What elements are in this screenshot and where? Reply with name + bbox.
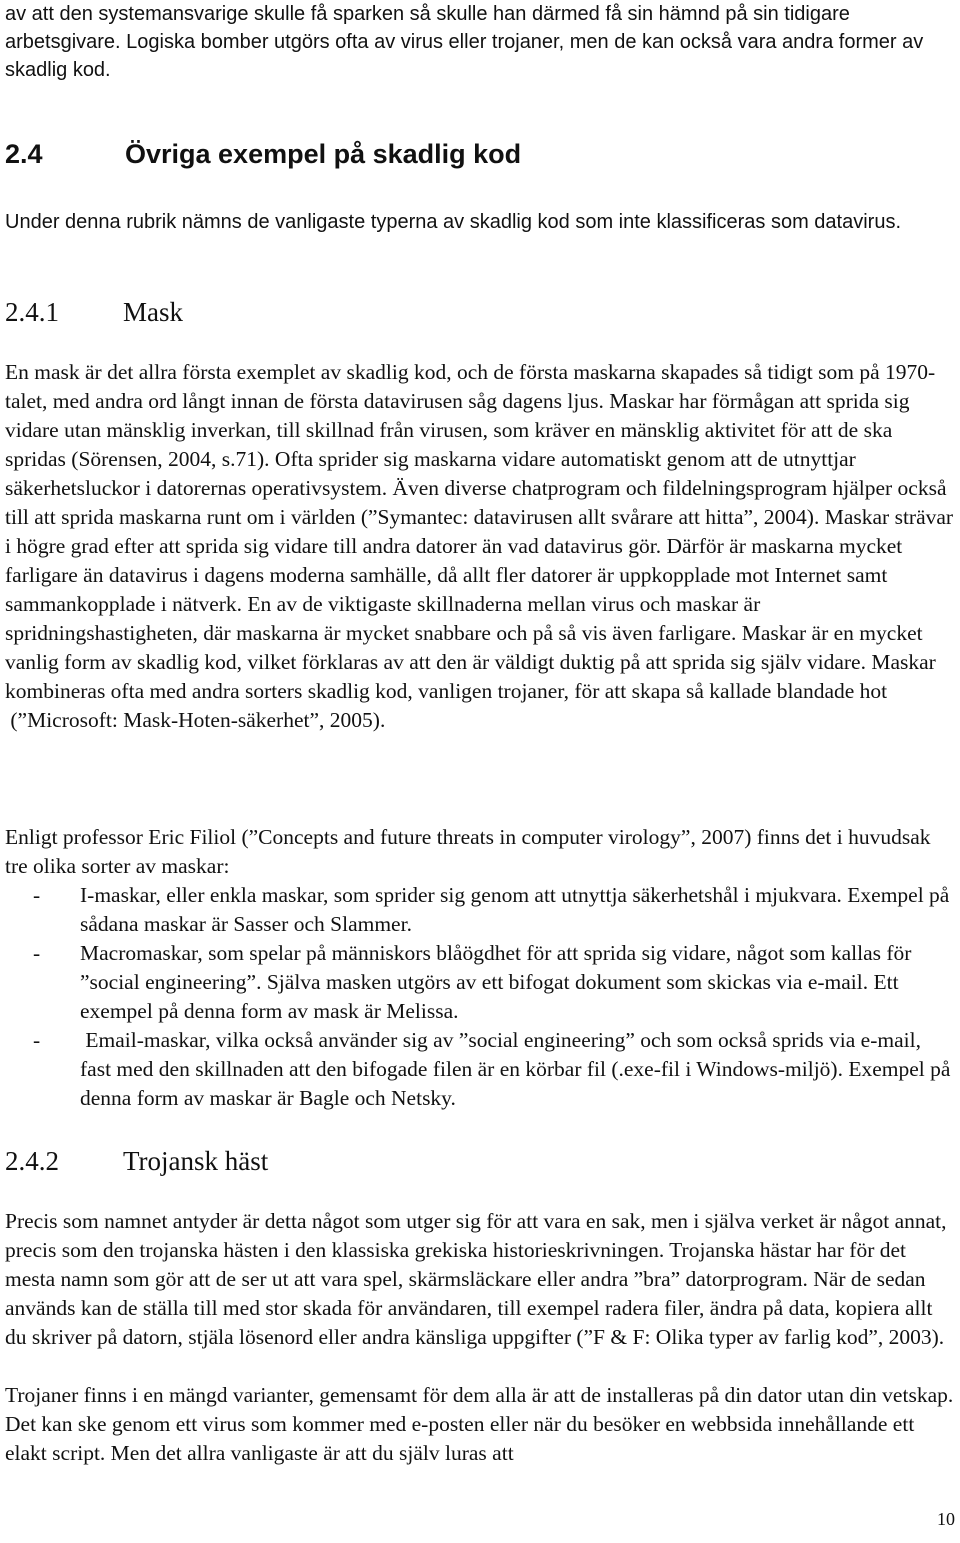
section-number: 2.4 <box>5 139 43 169</box>
subsection-heading-trojan <box>5 1144 268 1178</box>
list-item <box>5 881 955 939</box>
list-item-text: I-maskar, eller enkla maskar, som sprider sig genom att utnyttja säkerhetshål i mjukvara. Exempel på sådana maskar är Sasser och Slammer. <box>80 883 950 936</box>
subsection-heading-mask <box>5 295 183 329</box>
subsection-number: 2.4.1 <box>5 297 59 327</box>
section-title: Övriga exempel på skadlig kod <box>125 139 522 169</box>
list-item <box>5 1026 955 1113</box>
intro-paragraph: av att den systemansvarige skulle få sparken så skulle han därmed få sin hämnd på sin tidigare arbetsgivare. Logiska bomber utgörs ofta av virus eller trojaner, men de kan också vara andra former av skadlig kod. <box>5 3 924 81</box>
trojan-paragraph-2: Trojaner finns i en mängd varianter, gemensamt för dem alla är att de installeras på din dator utan din vetskap. Det kan ske genom ett virus som kommer med e-posten eller när du besöker en webbsida innehållande ett elakt script. Men det allra vanligaste är att du själv luras att <box>5 1383 954 1465</box>
section-heading <box>5 137 521 171</box>
mask-paragraph-2: Enligt professor Eric Filiol (”Concepts and future threats in computer virology”, 2007) finns det i huvudsak tre olika sorter av maskar: <box>5 825 931 878</box>
mask-paragraph-1 <box>5 358 955 735</box>
mask-paragraph-1-text: En mask är det allra första exemplet av skadlig kod, och de första maskarna skapades så tidigt som på 1970-talet, med andra ord långt innan de första datavirusen såg dagens ljus. Maskar har förmågan att sprida sig vidare utan mänsklig inverkan, till skillnad från virusen, som kräver en mänsklig aktivitet för att de ska spridas (Sörensen, 2004, s.71). Ofta sprider sig maskarna vidare automatiskt genom att de utnyttjar säkerhetsluckor i datorernas operativsystem. Även diverse chatprogram och fildelningsprogram hjälper också till att sprida maskarna runt om i världen (”Symantec: datavirusen allt svårare att hitta”, 2004). Maskar strävar i högre grad efter att sprida sig vidare till andra datorer än vad datavirus gör. Därför är maskarna mycket farligare än datavirus i dagens moderna samhälle, då allt fler datorer är uppkopplade mot Internet samt sammankopplade i nätverk. En av de viktigaste skillnaderna mellan virus och maskar är spridningshastigheten, där maskarna är mycket snabbare och på så vis även farligare. Maskar är en mycket vanlig form av skadlig kod, vilket förklaras av att den är väldigt duktig på att sprida sig själv vidare. Maskar kombineras ofta med andra sorters skadlig kod, vanligen trojaner, för att skapa så kallade blandade hot <box>5 360 954 703</box>
mask-paragraph-1-tail: (”Microsoft: Mask-Hoten-säkerhet”, 2005). <box>5 708 386 732</box>
list-dash: - <box>33 941 41 965</box>
worm-types-list <box>5 881 955 1113</box>
section-intro: Under denna rubrik nämns de vanligaste typerna av skadlig kod som inte klassificeras som datavirus. <box>5 211 901 233</box>
list-dash: - <box>33 1028 41 1052</box>
list-item-text: Macromaskar, som spelar på människors blåögdhet för att sprida sig vidare, något som kallas för ”social engineering”. Själva masken utgörs av ett bifogat dokument som skickas via e-mail. Ett exempel på denna form av mask är Melissa. <box>80 941 912 1023</box>
subsection-number: 2.4.2 <box>5 1146 59 1176</box>
trojan-paragraph-1: Precis som namnet antyder är detta något som utger sig för att vara en sak, men i själva verket är något annat, precis som den trojanska hästen i den klassiska grekiska historieskrivningen. Trojanska hästar har för det mesta namn som gör att de ser ut att vara spel, skärmsläckare eller andra ”bra” datorprogram. När de sedan används kan de ställa till med stor skada för användaren, till exempel radera filer, ändra på data, kopiera allt du skriver på datorn, stjäla lösenord eller andra känsliga uppgifter (”F & F: Olika typer av farlig kod”, 2003). <box>5 1209 947 1349</box>
list-dash: - <box>33 883 41 907</box>
list-item-text: Email-maskar, vilka också använder sig av ”social engineering” och som också sprids via e-mail, fast med den skillnaden att den bifogade filen är en körbar fil (.exe-fil i Windows-miljö). Exempel på denna form av maskar är Bagle och Netsky. <box>80 1028 956 1110</box>
subsection-title: Mask <box>123 297 183 327</box>
page-number: 10 <box>937 1509 955 1529</box>
list-item <box>5 939 955 1026</box>
subsection-title: Trojansk häst <box>123 1146 269 1176</box>
